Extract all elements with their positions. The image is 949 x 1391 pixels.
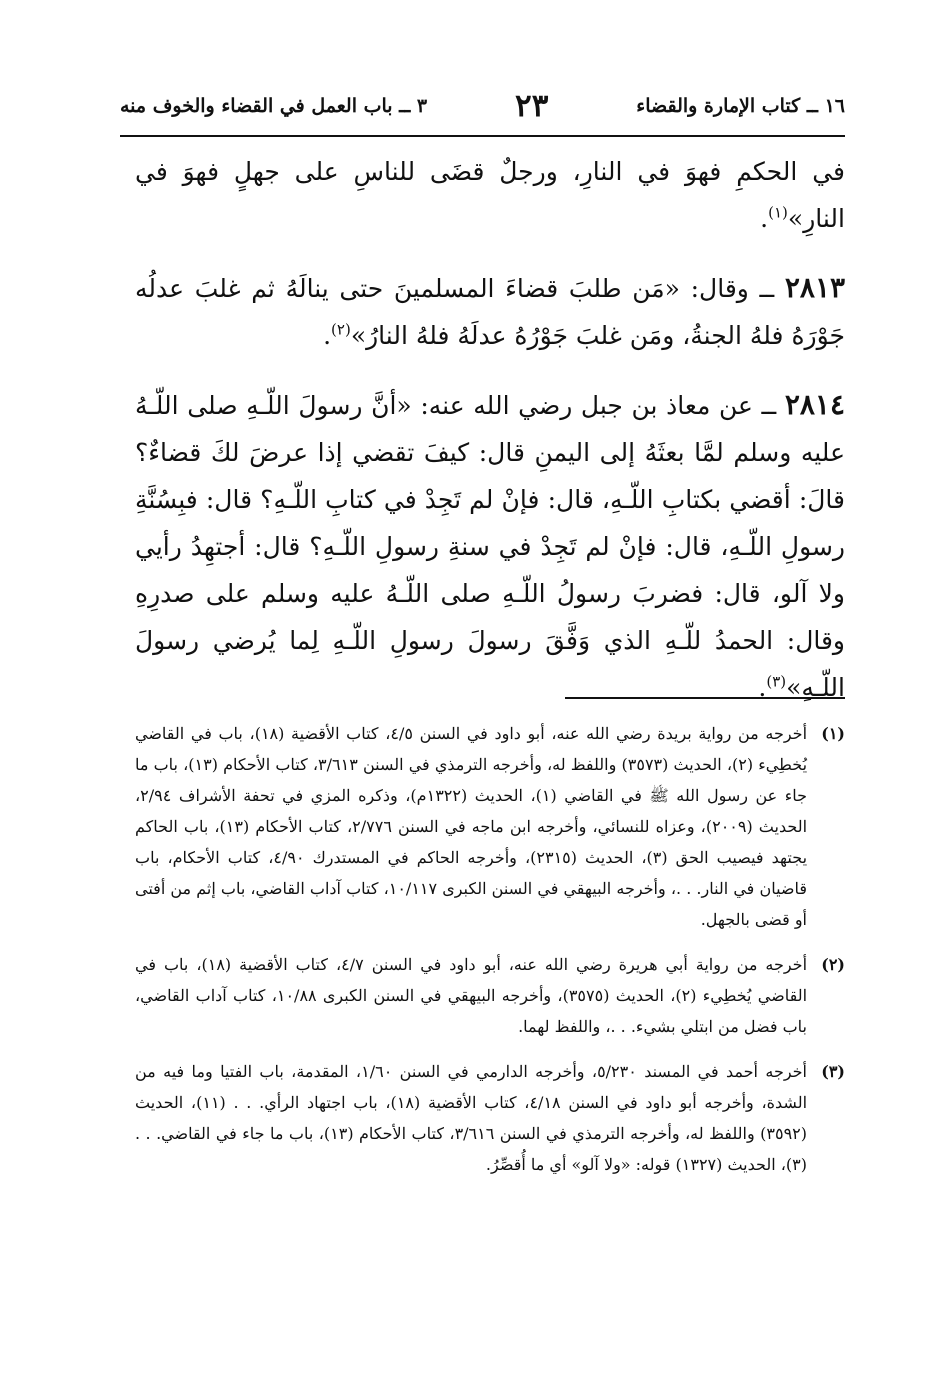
continued-hadith-paragraph bbox=[135, 148, 845, 242]
header-book-title: ١٦ ــ كتاب الإمارة والقضاء bbox=[636, 95, 845, 117]
page-number: ٢٣ bbox=[515, 88, 549, 124]
footnote-text: أخرجه من رواية بريدة رضي الله عنه، أبو داود في السنن ٤/٥، كتاب الأقضية (١٨)، باب في القاضي يُخطِيء (٢)، الحديث (٣٥٧٣) واللفظ له، وأخرجه الترمذي في السنن ٣/٦١٣، كتاب الأحكام (١٣)، باب ما جاء عن رسول الله ﷺ في القاضي (١)، الحديث (١٣٢٢م)، وذكره المزي في تحفة الأشراف ٢/٩٤، الحديث (٢٠٠٩)، وعزاه للنسائي، وأخرجه ابن ماجه في السنن ٢/٧٧٦، كتاب الأحكام (١٣)، باب الحاكم يجتهد فيصيب الحق (٣)، الحديث (٢٣١٥)، وأخرجه الحاكم في المستدرك ٤/٩٠، كتاب الأحكام، باب قاضيان في النار. . .، وأخرجه البيهقي في السنن الكبرى ١٠/١١٧، كتاب آداب القاضي، باب إثم من أفتى أو قضى بالجهل. bbox=[135, 724, 808, 929]
hadith-number: ٢٨١٣ bbox=[784, 271, 846, 304]
main-text bbox=[135, 148, 845, 733]
footnote-item bbox=[135, 718, 845, 935]
footnote-number: (٢) bbox=[821, 955, 845, 974]
footnotes-section bbox=[135, 718, 845, 1194]
running-header bbox=[120, 86, 845, 126]
footnote-divider bbox=[565, 697, 845, 699]
footnote-text: أخرجه أحمد في المسند ٥/٢٣٠، وأخرجه الدارمي في السنن ١/٦٠، المقدمة، باب الفتيا وما فيه من الشدة، وأخرجه أبو داود في السنن ٤/١٨، كتاب الأقضية (١٨)، باب اجتهاد الرأي. . . (١١)، الحديث (٣٥٩٢) واللفظ له، وأخرجه الترمذي في السنن ٣/٦١٦، كتاب الأحكام (١٣)، باب ما جاء في القاضي. . . (٣)، الحديث (١٣٢٧) قوله: «ولا آلو» أي ما أُقصِّرُ. bbox=[135, 1062, 808, 1174]
footnote-marker-1: (١) bbox=[768, 203, 788, 222]
hadith-text: عن معاذ بن جبل رضي الله عنه: «أنَّ رسولَ اللّـهِ صلى اللّـهُ عليه وسلم لمَّا بعثَهُ إلى اليمنِ قال: كيفَ تقضي إذا عرضَ لكَ قضاءٌ؟ قالَ: أقضي بكتابِ اللّـهِ، قال: فإنْ لم تَجِدْ في كتابِ اللّـهِ؟ قال: فبِسُنَّةِ رسولِ اللّـهِ، قال: فإنْ لم تَجِدْ في سنةِ رسولِ اللّـهِ؟ قال: أجتهِدُ رأيي ولا آلو، قال: فضربَ رسولُ اللّـهِ صلى اللّـهُ عليه وسلم على صدرِهِ وقال: الحمدُ للّـهِ الذي وَفَّقَ رسولَ رسولِ اللّـهِ لِما يُرضي رسولَ اللّـهِ» bbox=[135, 391, 845, 702]
footnote-text: أخرجه من رواية أبي هريرة رضي الله عنه، أبو داود في السنن ٤/٧، كتاب الأقضية (١٨)، باب في القاضي يُخطِيء (٢)، الحديث (٣٥٧٥)، وأخرجه البيهقي في السنن الكبرى ١٠/٨٨، كتاب آداب القاضي، باب فضل من ابتلي بشيء. . .، واللفظ لهما. bbox=[135, 955, 808, 1036]
footnote-marker-2: (٢) bbox=[331, 320, 351, 339]
header-divider bbox=[120, 135, 845, 137]
hadith-number: ٢٨١٤ bbox=[784, 388, 845, 421]
header-chapter-title: ٣ ــ باب العمل في القضاء والخوف منه bbox=[120, 95, 428, 117]
sentence-end: . bbox=[760, 204, 769, 233]
hadith-dash: ــ bbox=[748, 274, 785, 303]
sentence-end: . bbox=[323, 321, 332, 350]
footnote-number: (١) bbox=[821, 724, 845, 743]
hadith-paragraph bbox=[135, 381, 845, 711]
footnote-item bbox=[135, 949, 845, 1042]
continued-hadith-text: في الحكمِ فهوَ في النارِ، ورجلٌ قضَى للناسِ على جهلٍ فهوَ في النارِ» bbox=[135, 157, 845, 233]
hadith-text: وقال: «مَن طلبَ قضاءَ المسلمينَ حتى ينالَهُ ثم غلبَ عدلُه جَوْرَهُ فلهُ الجنةُ، ومَن غلبَ جَوْرُهُ عدلَهُ فلهُ النارُ» bbox=[135, 274, 845, 350]
hadith-dash: ــ bbox=[752, 391, 785, 420]
footnote-item bbox=[135, 1056, 845, 1180]
sentence-end: . bbox=[758, 673, 767, 702]
footnote-number: (٣) bbox=[821, 1062, 845, 1081]
footnote-marker-3: (٣) bbox=[766, 672, 787, 691]
hadith-paragraph bbox=[135, 264, 845, 359]
